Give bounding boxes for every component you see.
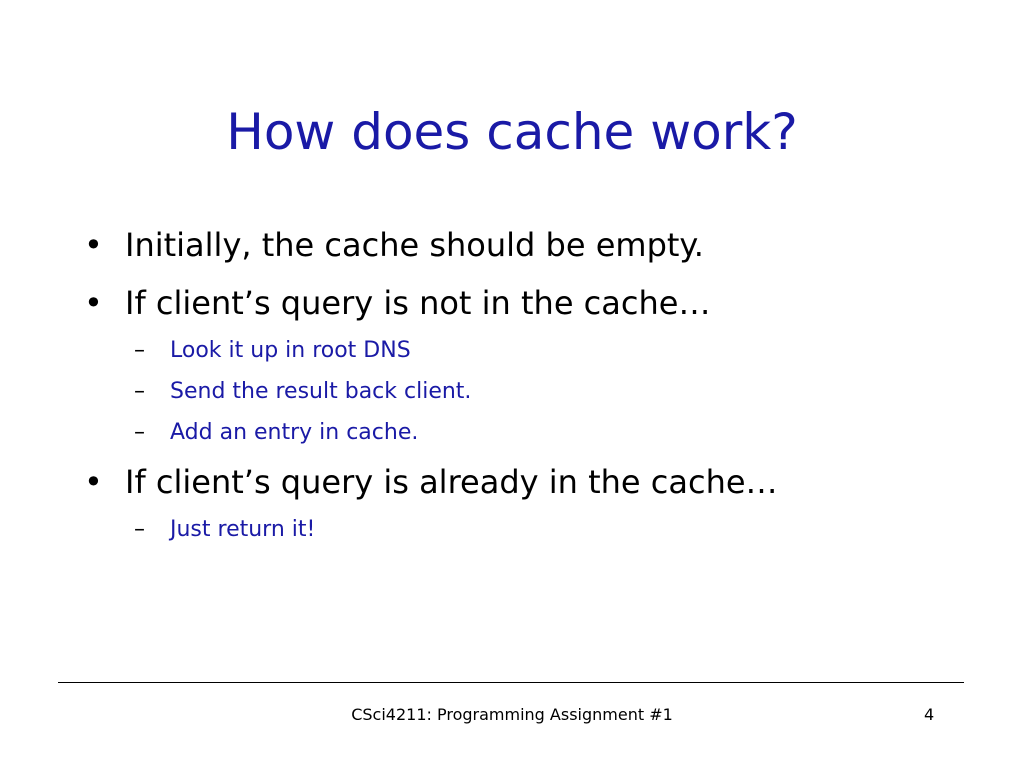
bullet-item	[84, 461, 984, 503]
footer-divider	[58, 682, 964, 683]
sub-bullet-text: Send the result back client.	[170, 379, 472, 404]
bullet-text: If client’s query is not in the cache…	[125, 284, 711, 322]
slide-body	[84, 224, 984, 558]
sub-bullet-text: Just return it!	[170, 517, 316, 542]
footer-text: CSci4211: Programming Assignment #1	[351, 705, 673, 724]
sub-bullet-item	[84, 336, 984, 365]
dash-marker: –	[134, 420, 145, 445]
dash-marker: –	[134, 338, 145, 363]
dash-marker: –	[134, 517, 145, 542]
sub-bullet-item	[84, 418, 984, 447]
dash-marker: –	[134, 379, 145, 404]
sub-bullet-text: Look it up in root DNS	[170, 338, 411, 363]
slide-title: How does cache work?	[226, 103, 798, 161]
bullet-item	[84, 282, 984, 324]
sub-bullet-list	[84, 515, 984, 544]
sub-bullet-text: Add an entry in cache.	[170, 420, 419, 445]
bullet-item	[84, 224, 984, 266]
page-number: 4	[924, 705, 935, 724]
bullet-text: If client’s query is already in the cache…	[125, 463, 778, 501]
bullet-marker: •	[84, 463, 103, 501]
bullet-marker: •	[84, 226, 103, 264]
sub-bullet-item	[84, 377, 984, 406]
bullet-text: Initially, the cache should be empty.	[125, 226, 704, 264]
sub-bullet-item	[84, 515, 984, 544]
bullet-marker: •	[84, 284, 103, 322]
sub-bullet-list	[84, 336, 984, 447]
